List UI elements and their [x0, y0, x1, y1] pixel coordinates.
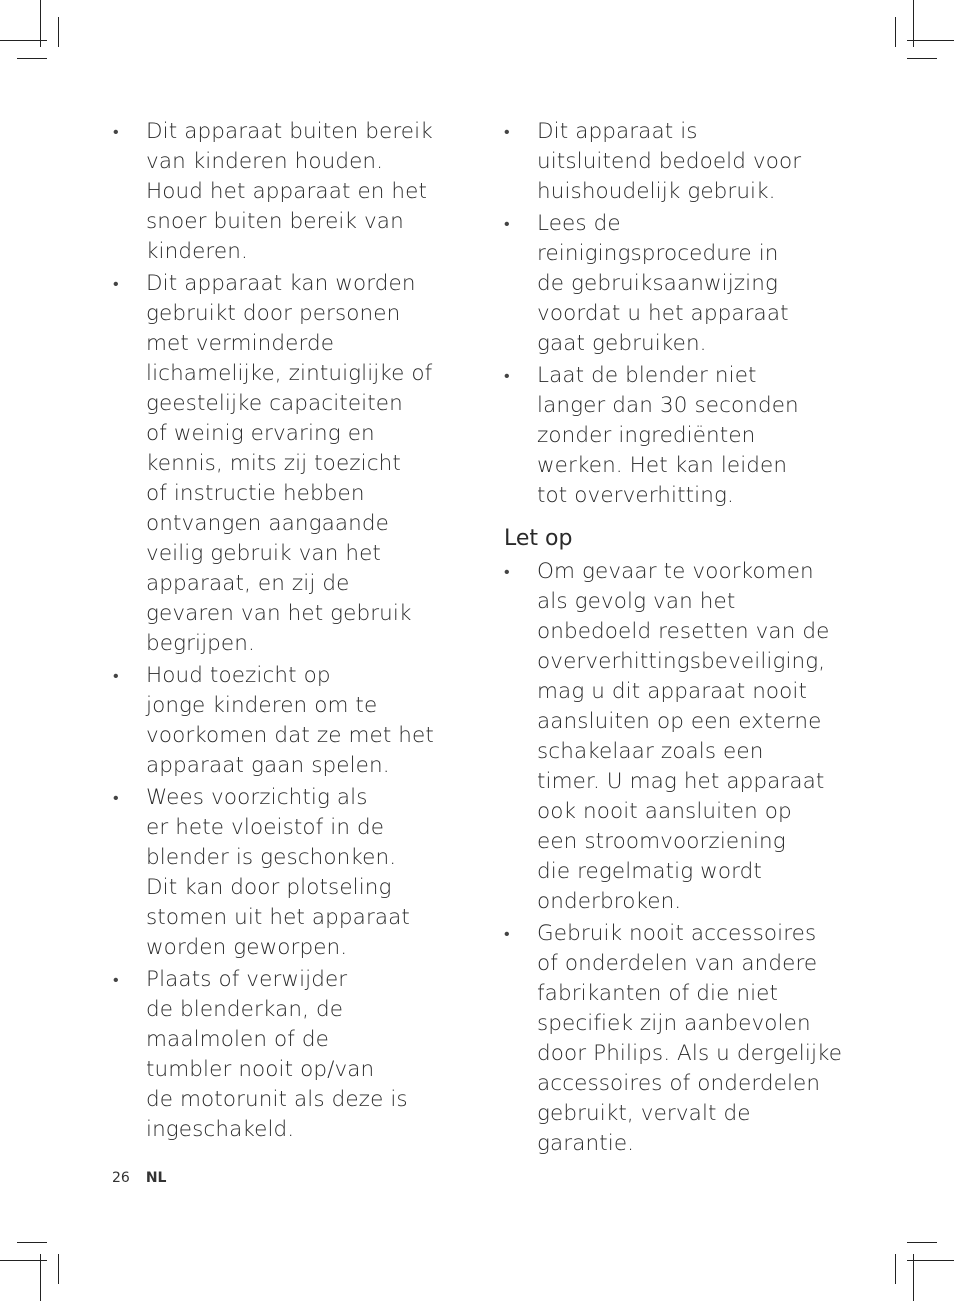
bullet-icon: •	[504, 924, 510, 943]
list-item: • Dit apparaat kan worden gebruikt door personen met verminderde lichamelijke, zintuiglijke of geestelijke capaciteiten of weinig ervaring en kennis, mits zij toezicht of instructie hebben ontvangen aangaande veilig gebruik van het apparaat, en zij de gevaren van het gebruik begrijpen.	[113, 271, 433, 656]
crop-mark	[17, 58, 47, 59]
crop-mark	[913, 0, 914, 47]
crop-mark	[17, 1242, 47, 1243]
crop-mark	[40, 0, 41, 47]
list-item: • Wees voorzichtig als er hete vloeistof in de blender is geschonken. Dit kan door plotseling stomen uit het apparaat worden geworpen.	[113, 785, 410, 960]
bullet-icon: •	[113, 970, 119, 989]
crop-mark	[58, 17, 59, 47]
crop-mark	[907, 1260, 954, 1261]
crop-mark	[895, 1254, 896, 1284]
crop-mark	[895, 17, 896, 47]
crop-mark	[58, 1254, 59, 1284]
bullet-icon: •	[504, 562, 510, 581]
bullet-icon: •	[113, 788, 119, 807]
bullet-icon: •	[504, 214, 510, 233]
crop-mark	[913, 1254, 914, 1301]
page-number: 26	[112, 1170, 130, 1186]
list-item: • Dit apparaat is uitsluitend bedoeld voor huishoudelijk gebruik.	[504, 119, 802, 204]
crop-mark	[907, 1242, 937, 1243]
language-code: NL	[145, 1170, 167, 1186]
caution-heading: Let op	[504, 526, 573, 551]
list-item: • Lees de reinigingsprocedure in de gebruiksaanwijzing voordat u het apparaat gaat gebruiken.	[504, 211, 789, 356]
bullet-icon: •	[504, 366, 510, 385]
list-item: • Laat de blender niet langer dan 30 seconden zonder ingrediënten werken. Het kan leiden tot oververhitting.	[504, 363, 799, 508]
safety-list-right	[504, 117, 849, 511]
bullet-icon: •	[113, 666, 119, 685]
list-item: • Plaats of verwijder de blenderkan, de maalmolen of de tumbler nooit op/van de motorunit als deze is ingeschakeld.	[113, 967, 408, 1142]
bullet-icon: •	[113, 122, 119, 141]
list-item: • Houd toezicht op jonge kinderen om te voorkomen dat ze met het apparaat gaan spelen.	[113, 663, 434, 778]
bullet-icon: •	[504, 122, 510, 141]
crop-mark	[40, 1254, 41, 1301]
bullet-icon: •	[113, 274, 119, 293]
crop-mark	[907, 40, 954, 41]
left-column	[113, 117, 458, 1147]
crop-mark	[907, 58, 937, 59]
safety-list-left	[113, 117, 458, 1145]
list-item: • Om gevaar te voorkomen als gevolg van het onbedoeld resetten van de oververhittingsbeveiliging, mag u dit apparaat nooit aansluiten op een externe schakelaar zoals een timer. U mag het apparaat ook nooit aansluiten op een stroomvoorziening die regelmatig wordt onderbroken.	[504, 559, 830, 914]
right-column	[504, 117, 849, 1161]
list-item: • Gebruik nooit accessoires of onderdelen van andere fabrikanten of die niet specifiek zijn aanbevolen door Philips. Als u dergelijke accessoires of onderdelen gebruikt, vervalt de garantie.	[504, 921, 843, 1156]
list-item: • Dit apparaat buiten bereik van kinderen houden. Houd het apparaat en het snoer buiten bereik van kinderen.	[113, 119, 433, 264]
caution-list	[504, 557, 849, 1159]
page-footer	[112, 1170, 166, 1186]
